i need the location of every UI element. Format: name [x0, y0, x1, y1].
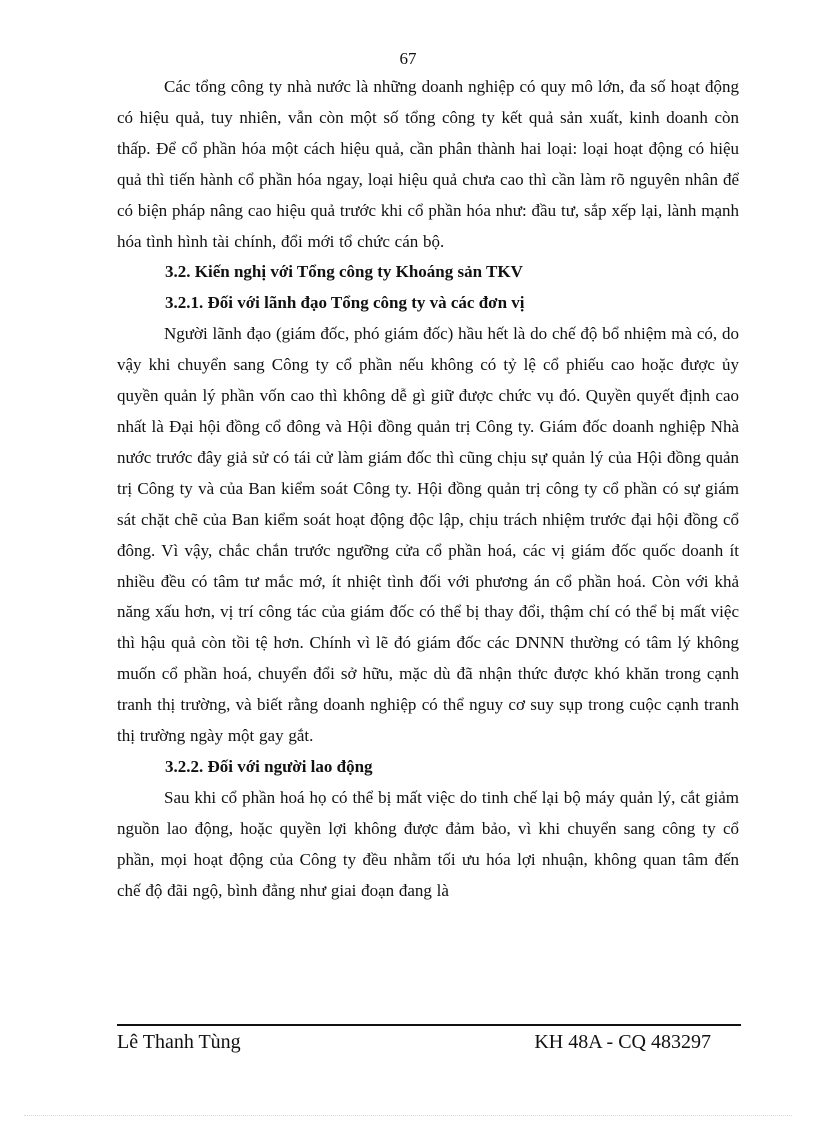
- document-body: [117, 72, 739, 906]
- page-number: 67: [399, 49, 417, 68]
- paragraph-workers: Sau khi cổ phần hoá họ có thể bị mất việc do tinh chế lại bộ máy quản lý, cắt giảm nguồn lao động, hoặc quyền lợi không được đảm bảo, vì khi chuyển sang công ty cổ phần, mọi hoạt động của Công ty đều nhằm tối ưu hóa lợi nhuận, không quan tâm đến chế độ đãi ngộ, bình đẳng như giai đoạn đang là: [117, 787, 739, 900]
- page-bottom-edge: [24, 1115, 792, 1116]
- subsection-heading-3-2-2: 3.2.2. Đối với người lao động: [165, 756, 373, 776]
- footer-class-code: KH 48A - CQ 483297: [534, 1031, 711, 1053]
- section-heading-3-2: 3.2. Kiến nghị với Tổng công ty Khoáng sản TKV: [165, 262, 523, 282]
- footer-divider: [117, 1024, 741, 1026]
- paragraph-leadership: Người lãnh đạo (giám đốc, phó giám đốc) hầu hết là do chế độ bổ nhiệm mà có, do vậy khi chuyển sang Công ty cổ phần nếu không có tỷ lệ cổ phiếu cao hoặc được ủy quyền quản lý phần vốn cao thì không dễ gì giữ được chức vụ đó. Quyền quyết định cao nhất là Đại hội đồng cổ đông và Hội đồng quản trị Công ty. Giám đốc doanh nghiệp Nhà nước trước đây giả sử có tái cử làm giám đốc thì cũng chịu sự quản lý của Hội đồng quản trị Công ty và của Ban kiểm soát Công ty. Hội đồng quản trị công ty cổ phần có sự giám sát chặt chẽ của Ban kiểm soát hoạt động độc lập, chịu trách nhiệm trước đại hội đồng cổ đông. Vì vậy, chắc chắn trước ngưỡng cửa cổ phần hoá, các vị giám đốc quốc doanh ít nhiều đều có tâm tư mắc mớ, ít nhiệt tình đối với phương án cổ phần hoá. Còn với khả năng xấu hơn, vị trí công tác của giám đốc có thể bị thay đổi, thậm chí có thể bị mất việc thì hậu quả còn tồi tệ hơn. Chính vì lẽ đó giám đốc các DNNN thường có tâm lý không muốn cổ phần hoá, chuyển đổi sở hữu, mặc dù đã nhận thức được khó khăn trong cạnh tranh thị trường, và biết rằng doanh nghiệp có thể nguy cơ suy sụp trong cuộc cạnh tranh thị trường ngày một gay gắt.: [117, 324, 739, 746]
- subsection-heading-3-2-1: 3.2.1. Đối với lãnh đạo Tổng công ty và các đơn vị: [165, 293, 525, 313]
- footer-author: Lê Thanh Tùng: [117, 1031, 241, 1053]
- page-footer: [117, 1029, 711, 1055]
- paragraph-intro: Các tổng công ty nhà nước là những doanh nghiệp có quy mô lớn, đa số hoạt động có hiệu quả, tuy nhiên, vẫn còn một số tổng công ty kết quả sản xuất, kinh doanh còn thấp. Để cổ phần hóa một cách hiệu quả, cần phân thành hai loại: loại hoạt động có hiệu quả thì tiến hành cổ phần hóa ngay, loại hiệu quả chưa cao thì cần làm rõ nguyên nhân để có biện pháp nâng cao hiệu quả trước khi cổ phần hóa như: đầu tư, sắp xếp lại, lành mạnh hóa tình hình tài chính, đổi mới tổ chức cán bộ.: [117, 77, 739, 251]
